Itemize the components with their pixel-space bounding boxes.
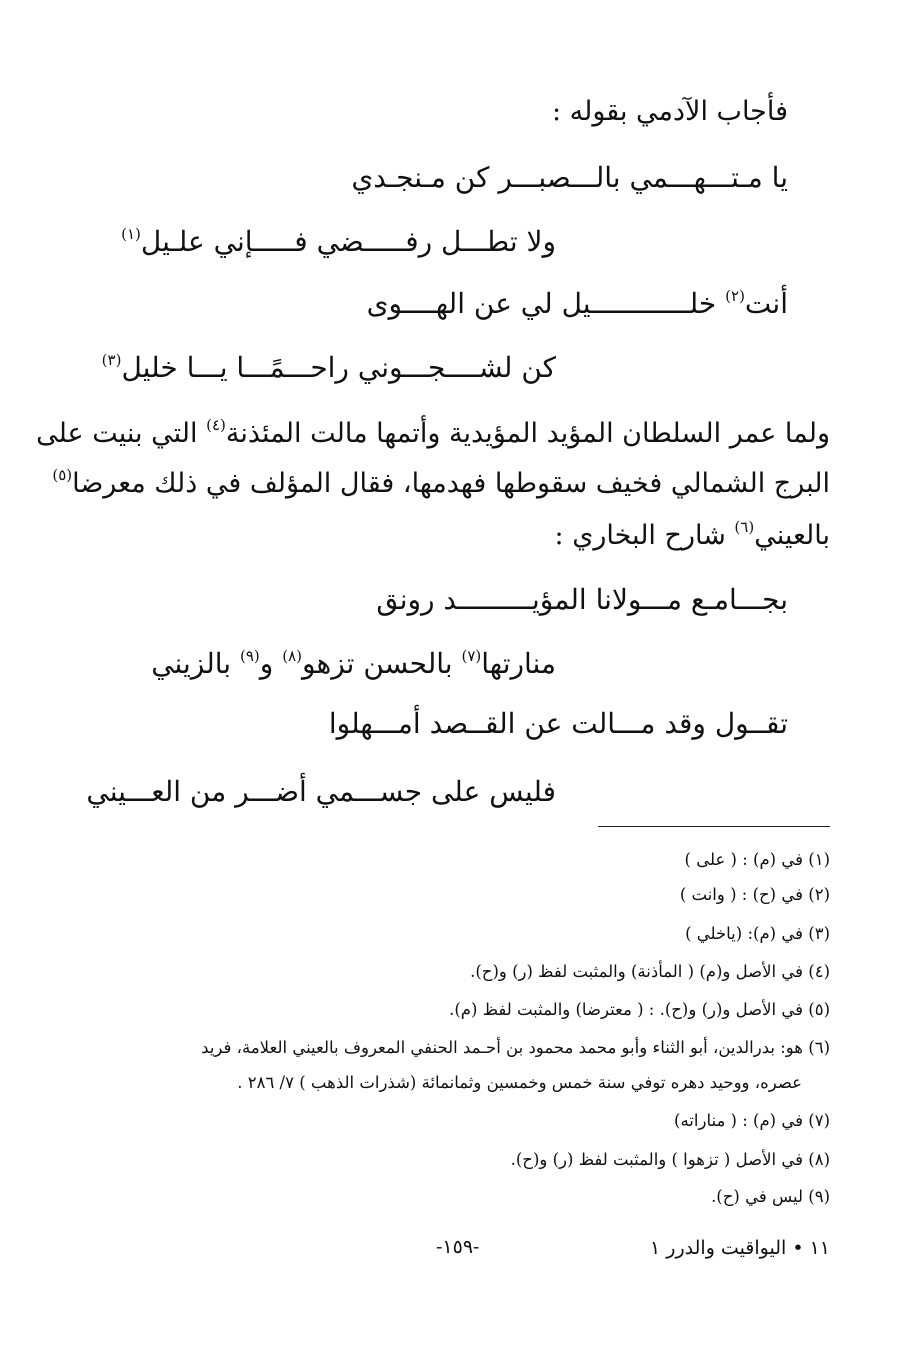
verse-text: أنت bbox=[744, 287, 788, 320]
footnote-ref: (٢) bbox=[725, 287, 745, 305]
footnote-7 bbox=[674, 1109, 830, 1133]
footnote-text: (٢) في (ح) : ( وانت ) bbox=[679, 885, 830, 904]
verse-text: خلــــــــــــيل لي عن الهــــوى bbox=[366, 287, 726, 320]
footnote-ref: (٧) bbox=[461, 647, 482, 665]
verse-text: فليس على جســـمي أضـــر من العـــيني bbox=[86, 775, 556, 808]
verse-2-line-3 bbox=[329, 704, 788, 744]
footnote-ref: (١) bbox=[121, 225, 141, 243]
footnote-text: (٤) في الأصل و(م) ( المأذنة) والمثبت لفظ (ر) و(ح). bbox=[470, 962, 830, 981]
page-number bbox=[436, 1234, 479, 1260]
footnote-ref: (٨) bbox=[282, 647, 302, 665]
footnote-1 bbox=[685, 848, 830, 872]
intro-text: فأجاب الآدمي بقوله : bbox=[551, 96, 788, 127]
verse-text: بالزيني bbox=[151, 647, 240, 680]
footnote-9 bbox=[711, 1185, 830, 1209]
verse-1-line-2 bbox=[121, 222, 556, 262]
footnote-ref: (٣) bbox=[101, 351, 122, 369]
footnote-8 bbox=[511, 1148, 830, 1172]
prose-line-1 bbox=[36, 414, 830, 454]
prose-text: التي بنيت على bbox=[36, 418, 207, 449]
footnote-2 bbox=[680, 883, 830, 907]
verse-2-line-4 bbox=[86, 772, 556, 812]
prose-text: ولما عمر السلطان المؤيد المؤيدية وأتمها مالت المئذنة bbox=[225, 418, 830, 449]
prose-text: بالعيني bbox=[754, 520, 830, 551]
prose-text: شارح البخاري : bbox=[554, 520, 735, 551]
verse-text: منارتها bbox=[481, 647, 556, 680]
verse-text: ولا تطـــل رفـــــضي فـــــإني علـيل bbox=[140, 225, 556, 258]
footnote-6 bbox=[201, 1036, 830, 1060]
page-number-text: -١٥٩- bbox=[436, 1236, 480, 1258]
verse-text: بجـــامـع مـــولانا المؤيـــــــــد رونق bbox=[376, 583, 788, 616]
verse-1-line-1 bbox=[351, 158, 788, 198]
verse-text: يا مـتـــهـــمي بالـــصبـــر كن مـنجـدي bbox=[351, 161, 788, 194]
signature-text: ١١ • اليواقيت والدرر ١ bbox=[650, 1237, 830, 1259]
footnote-6-continued bbox=[237, 1071, 802, 1095]
verse-text: بالحسن تزهو bbox=[301, 647, 462, 680]
footnote-ref: (٦) bbox=[734, 518, 755, 536]
signature-mark bbox=[650, 1235, 830, 1261]
verse-1-line-3 bbox=[367, 284, 788, 324]
footnote-text: (٥) في الأصل و(ر) و(ح). : ( معترضا) والمثبت لفظ (م). bbox=[449, 1000, 830, 1019]
footnote-5 bbox=[449, 998, 830, 1022]
verse-2-line-2 bbox=[151, 644, 556, 684]
verse-1-line-4 bbox=[102, 348, 556, 388]
footnote-text: (٣) في (م): (ياخلي ) bbox=[685, 924, 830, 943]
footnote-ref: (٩) bbox=[240, 647, 260, 665]
footnote-ref: (٥) bbox=[52, 466, 73, 484]
verse-2-line-1 bbox=[376, 580, 788, 620]
prose-text: البرج الشمالي فخيف سقوطها فهدمها، فقال المؤلف في ذلك معرضا bbox=[72, 468, 830, 499]
footnote-ref: (٤) bbox=[206, 416, 226, 434]
prose-line-2 bbox=[52, 464, 830, 504]
intro-line bbox=[552, 92, 788, 132]
footnote-text: (١) في (م) : ( على ) bbox=[684, 850, 830, 869]
footnote-text: عصره، ووحيد دهره توفي سنة خمس وخمسين وثمانمائة (شذرات الذهب ) ٧/ ٢٨٦ . bbox=[237, 1073, 802, 1092]
footnote-text: (٨) في الأصل ( تزهوا ) والمثبت لفظ (ر) و(ح). bbox=[510, 1150, 830, 1169]
footnote-text: (٦) هو: بدرالدين، أبو الثناء وأبو محمد محمود بن أحـمد الحنفي المعروف بالعيني العلامة، فريد bbox=[201, 1038, 830, 1057]
footnote-separator bbox=[598, 826, 830, 827]
footnote-3 bbox=[685, 922, 830, 946]
verse-text: تقــول وقد مـــالت عن القــصد أمـــهلوا bbox=[328, 707, 788, 740]
prose-line-3 bbox=[555, 516, 830, 556]
verse-text: و bbox=[259, 647, 283, 680]
footnote-text: (٧) في (م) : ( مناراته) bbox=[674, 1111, 830, 1130]
verse-text: كن لشــــجـــوني راحـــمًـــا يـــا خليل bbox=[121, 351, 556, 384]
footnote-4 bbox=[470, 960, 830, 984]
footnote-text: (٩) ليس في (ح). bbox=[711, 1187, 830, 1206]
